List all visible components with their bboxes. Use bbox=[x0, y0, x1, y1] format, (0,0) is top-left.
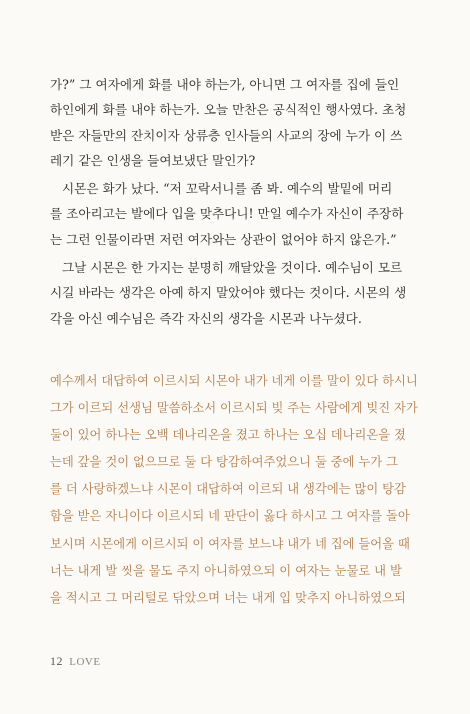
quote-line: 보시며 시몬에게 이르시되 이 여자를 보느냐 내가 네 집에 들어올 때 bbox=[50, 536, 410, 551]
paragraph-1 bbox=[50, 72, 428, 173]
paragraph-2 bbox=[50, 176, 428, 252]
paragraph-3 bbox=[50, 255, 428, 331]
quote-line: 을 적시고 그 머리털로 닦았으며 너는 내게 입 맞추지 아니하였으되 bbox=[50, 590, 406, 605]
page-number: 12 bbox=[50, 654, 63, 668]
text-line: 가?” 그 여자에게 화를 내야 하는가, 아니면 그 여자를 집에 들인 bbox=[50, 77, 400, 92]
quote-line: 예수께서 대답하여 이르시되 시몬아 내가 네게 이를 말이 있다 하시니 bbox=[50, 374, 418, 388]
running-title: LOVE bbox=[69, 656, 101, 668]
quote-line: 함을 받은 자니이다 이르시되 네 판단이 옳다 하시고 그 여자를 돌아 bbox=[50, 509, 410, 524]
quote-line: 는데 갚을 것이 없으므로 둘 다 탕감하여주었으니 둘 중에 누가 그 bbox=[50, 455, 398, 470]
text-line: 받은 자들만의 잔치이자 상류층 인사들의 사교의 장에 누가 이 쓰 bbox=[50, 127, 403, 143]
text-line: 시몬은 화가 났다. “저 꼬락서니를 좀 봐. 예수의 발밑에 머리 bbox=[62, 181, 393, 197]
text-line: 는 그런 인물이라면 저런 여자와는 상관이 없어야 하지 않은가.” bbox=[50, 231, 397, 247]
text-line: 시길 바라는 생각은 아예 하지 말았어야 했다는 것이다. 시몬의 생 bbox=[50, 285, 407, 301]
page-footer bbox=[50, 654, 101, 669]
text-line: 그날 시몬은 한 가지는 분명히 깨달았을 것이다. 예수님이 모르 bbox=[62, 260, 403, 276]
main-text bbox=[50, 72, 428, 334]
scripture-quote bbox=[50, 368, 428, 612]
quote-line: 를 더 사랑하겠느냐 시몬이 대답하여 이르되 내 생각에는 많이 탕감 bbox=[50, 482, 406, 497]
quote-line: 그가 이르되 선생님 말씀하소서 이르시되 빚 주는 사람에게 빚진 자가 bbox=[50, 401, 418, 416]
text-line: 레기 같은 인생을 들여보냈단 말인가? bbox=[50, 152, 256, 168]
text-line: 각을 아신 예수님은 즉각 자신의 생각을 시몬과 나누셨다. bbox=[50, 310, 362, 326]
quote-line: 너는 내게 발 씻을 물도 주지 아니하였으되 이 여자는 눈물로 내 발 bbox=[50, 563, 402, 578]
text-line: 를 조아리고는 발에다 입을 맞추다니! 만일 예수가 자신이 주장하 bbox=[50, 206, 404, 222]
text-line: 하인에게 화를 내야 하는가. 오늘 만찬은 공식적인 행사였다. 초청 bbox=[50, 102, 407, 118]
quote-line: 둘이 있어 하나는 오백 데나리온을 졌고 하나는 오십 데나리온을 졌 bbox=[50, 428, 406, 443]
